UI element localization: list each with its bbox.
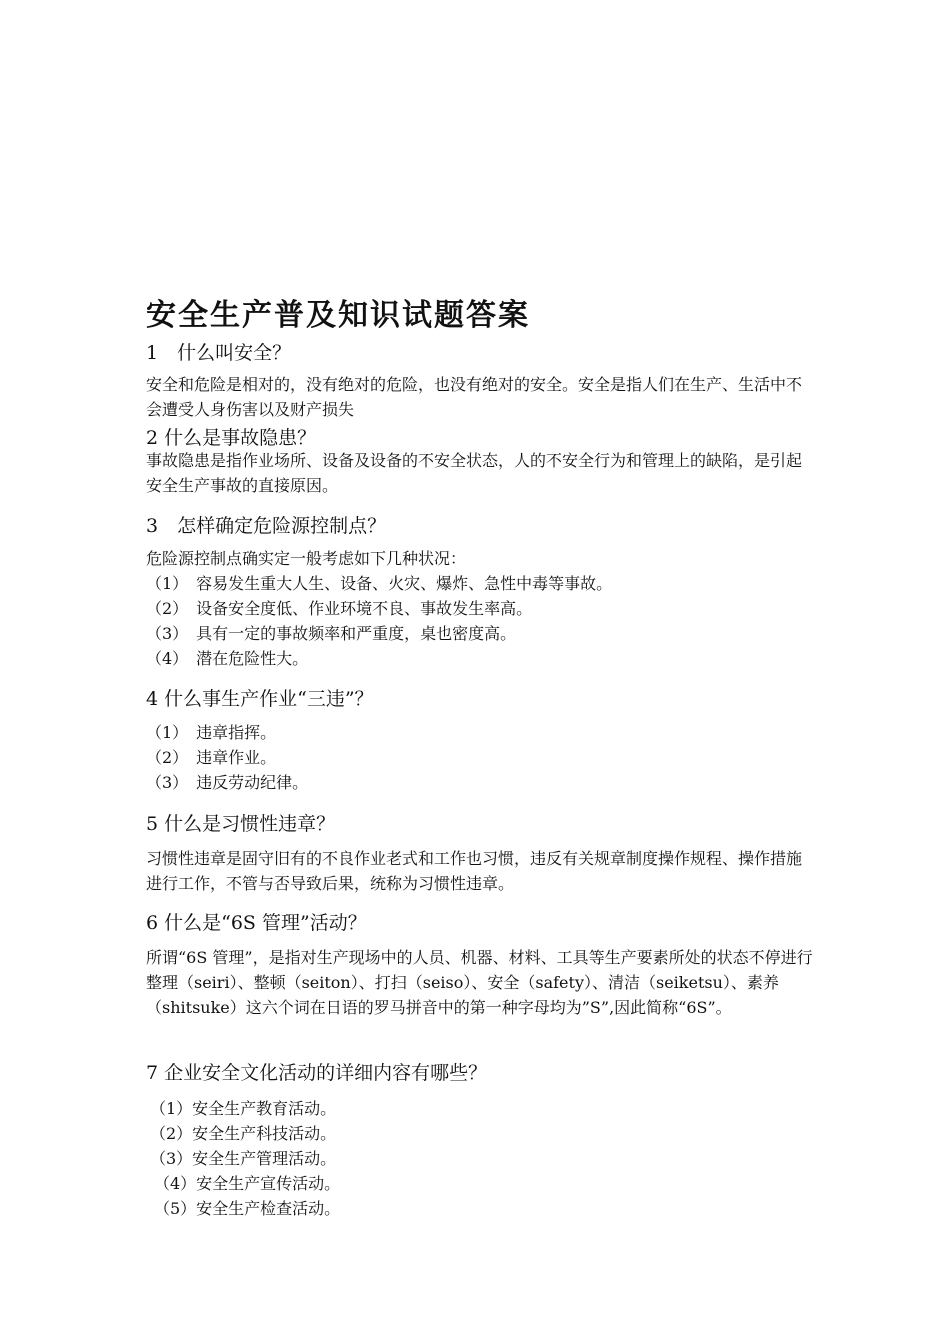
question-7: 7 企业安全文化活动的详细内容有哪些？: [146, 1062, 488, 1084]
answer-3-intro: 危险源控制点确实定一般考虑如下几种状况：: [146, 549, 467, 568]
answer-1: 安全和危险是相对的，没有绝对的危险，也没有绝对的安全。安全是指人们在生产、生活中不会遭受人身伤害以及财产损失: [146, 375, 803, 419]
answer-2: 事故隐患是指作业场所、设备及设备的不安全状态，人的不安全行为和管理上的缺陷，是引起安全生产事故的直接原因。: [146, 451, 803, 495]
question-3: 3 怎样确定危险源控制点？: [146, 515, 387, 537]
answer-6: 所谓“6S 管理”，是指对生产现场中的人员、机器、材料、工具等生产要素所处的状态不停进行整理（seiri）、整顿（seiton）、打扫（seiso）、安全（safety）、清洁（seiketsu）、素养（shitsuke）这六个词在日语的罗马拼音中的第一种字母均为”S”,因此简称“6S”。: [146, 948, 813, 1017]
list-item: （1） 容易发生重大人生、设备、火灾、爆炸、急性中毒等事故。: [146, 574, 613, 593]
list-item: （2） 违章作业。: [146, 748, 277, 767]
document-title: 安全生产普及知识试题答案: [146, 298, 530, 333]
question-5: 5 什么是习惯性违章？: [146, 813, 336, 835]
question-4: 4 什么事生产作业“三违”？: [146, 688, 374, 710]
list-item: （2） 设备安全度低、作业环境不良、事故发生率高。: [146, 599, 533, 618]
question-1: 1 什么叫安全？: [146, 342, 292, 364]
list-item: （3）安全生产管理活动。: [150, 1149, 337, 1168]
list-item: （2）安全生产科技活动。: [150, 1124, 337, 1143]
list-item: （1） 违章指挥。: [146, 723, 277, 742]
question-6: 6 什么是“6S 管理”活动？: [146, 912, 367, 934]
list-item: （5）安全生产检查活动。: [154, 1199, 341, 1218]
list-item: （1）安全生产教育活动。: [150, 1099, 337, 1118]
answer-5: 习惯性违章是固守旧有的不良作业老式和工作也习惯，违反有关规章制度操作规程、操作措施进行工作，不管与否导致后果，统称为习惯性违章。: [146, 849, 803, 893]
list-item: （3） 具有一定的事故频率和严重度，桌也密度高。: [146, 624, 517, 643]
question-2: 2 什么是事故隐患？: [146, 427, 317, 449]
list-item: （4） 潜在危险性大。: [146, 649, 309, 668]
list-item: （4）安全生产宣传活动。: [154, 1174, 341, 1193]
list-item: （3） 违反劳动纪律。: [146, 773, 309, 792]
